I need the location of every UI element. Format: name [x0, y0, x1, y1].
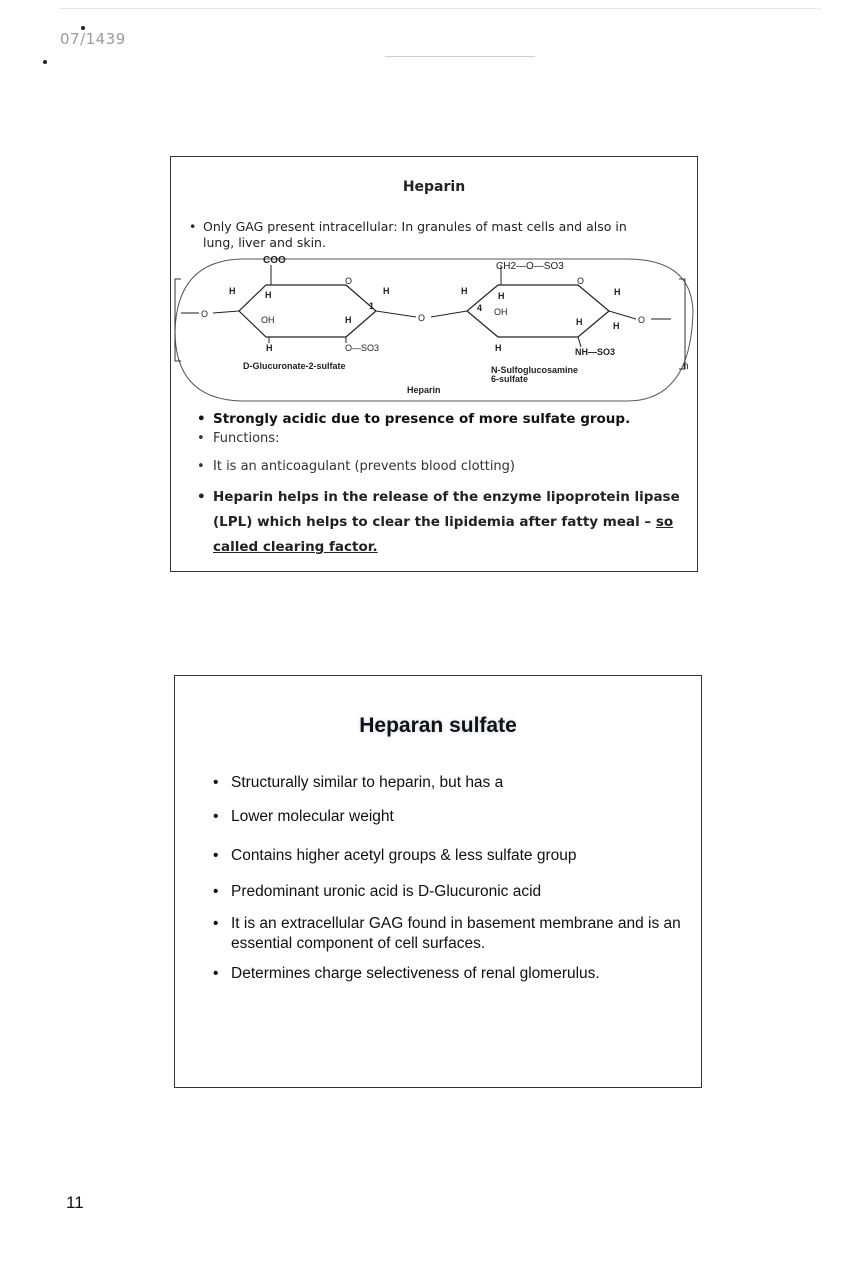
list-item: [197, 457, 683, 477]
heparan-points: [213, 773, 681, 984]
header-rule: [385, 56, 535, 57]
list-item: [197, 429, 683, 449]
bullet-text: Strongly acidic due to presence of more sulfate group.: [213, 411, 631, 427]
bullet-text: Structurally similar to heparin, but has a: [231, 774, 504, 791]
atom-o-right: O: [638, 315, 646, 325]
atom-h-left-2: H: [265, 290, 272, 300]
bullet-dot: •: [213, 774, 219, 791]
atom-h-right-2: H: [498, 291, 505, 301]
atom-h-right-3: H: [576, 317, 583, 327]
atom-h-left-3: H: [383, 286, 390, 296]
heparin-structure-svg: [171, 251, 697, 411]
bond-glyco-2: [431, 311, 467, 317]
coo-group: COO: [263, 255, 286, 266]
margin-dot: [43, 60, 47, 64]
heparin-structure-diagram: [171, 251, 697, 411]
bullet-text: Contains higher acetyl groups & less sulfate group: [231, 847, 577, 864]
atom-h-right-5: H: [613, 321, 620, 331]
list-item: [213, 773, 681, 793]
slide-heparan-sulfate: [174, 675, 702, 1088]
structure-caption: Heparin: [407, 385, 441, 395]
bullet-text: It is an anticoagulant (prevents blood clotting): [213, 459, 515, 474]
atom-h-left-4: H: [345, 315, 352, 325]
intro-text: Only GAG present intracellular: In granules of mast cells and also in lung, liver and skin.: [203, 219, 627, 250]
list-item: [213, 964, 681, 984]
bond-right-o: [609, 311, 636, 319]
atom-o-ring-right: O: [577, 276, 585, 286]
atom-o-left: O: [201, 309, 209, 319]
slide-title: Heparin: [402, 179, 466, 195]
bullet-text: Heparin helps in the release of the enzyme lipoprotein lipase (LPL) which helps to clear the lipidemia after fatty meal –: [213, 489, 680, 530]
ring-right: [467, 285, 609, 337]
nh-group: NH—SO3: [575, 347, 616, 357]
atom-oh-left: OH: [261, 315, 275, 325]
bond-glyco-1: [376, 311, 416, 317]
atom-oh-right: OH: [494, 307, 508, 317]
slide-heparin: [170, 156, 698, 572]
bullet-dot: •: [213, 965, 219, 982]
bullet-dot: •: [189, 219, 197, 234]
heparin-points: [197, 409, 683, 560]
header-mark: [81, 26, 85, 30]
label-glucosamine-1: N-Sulfoglucosamine: [491, 365, 579, 375]
page-number: 11: [66, 1193, 84, 1212]
repeat-n: n: [683, 361, 689, 372]
bullet-text: Lower molecular weight: [231, 808, 394, 825]
slide-title: Heparan sulfate: [359, 714, 517, 737]
list-item: [197, 485, 683, 560]
atom-h-right-4: H: [614, 287, 621, 297]
atom-o-ring-left: O: [345, 276, 353, 286]
list-item: [213, 914, 681, 954]
atom-h-right-6: H: [495, 343, 502, 353]
atom-h-left-5: H: [266, 343, 273, 353]
bullet-dot: •: [197, 431, 205, 446]
scan-artifact-line: [60, 8, 820, 9]
bullet-dot: •: [213, 808, 219, 825]
atom-h-left-1: H: [229, 286, 236, 296]
bullet-dot: •: [197, 489, 206, 505]
bullet-dot: •: [213, 847, 219, 864]
bond-nh: [578, 337, 581, 347]
list-item: [197, 409, 683, 429]
bullet-dot: •: [213, 883, 219, 900]
bullet-text: It is an extracellular GAG found in basement membrane and is an essential component of cell surfaces.: [231, 915, 681, 952]
bracket-right: [679, 279, 685, 369]
atom-o-glyco: O: [418, 313, 426, 323]
list-item: [213, 807, 681, 827]
label-glucuronate: D-Glucuronate-2-sulfate: [243, 361, 346, 371]
bullet-dot: •: [197, 459, 205, 474]
bullet-text: Determines charge selectiveness of renal glomerulus.: [231, 965, 600, 982]
bond-left-o2: [213, 311, 239, 313]
bullet-dot: •: [213, 915, 219, 932]
bullet-text: Predominant uronic acid is D-Glucuronic acid: [231, 883, 542, 900]
link-4: 4: [477, 303, 483, 313]
header-stamp: 07/1439: [60, 30, 126, 48]
list-item: [213, 846, 681, 866]
link-1: 1: [369, 301, 375, 311]
atom-h-right-1: H: [461, 286, 468, 296]
intro-bullet: [189, 219, 643, 251]
label-glucosamine-2: 6-sulfate: [491, 374, 529, 384]
bullet-text: Functions:: [213, 431, 280, 446]
ch2-group: CH2—O—SO3: [496, 261, 564, 272]
clearing-factor-text: so called clearing factor.: [213, 514, 674, 555]
list-item: [213, 882, 681, 902]
bullet-dot: •: [197, 411, 206, 427]
sulfate-o-group: O—SO3: [345, 343, 380, 353]
ring-left: [239, 285, 376, 337]
